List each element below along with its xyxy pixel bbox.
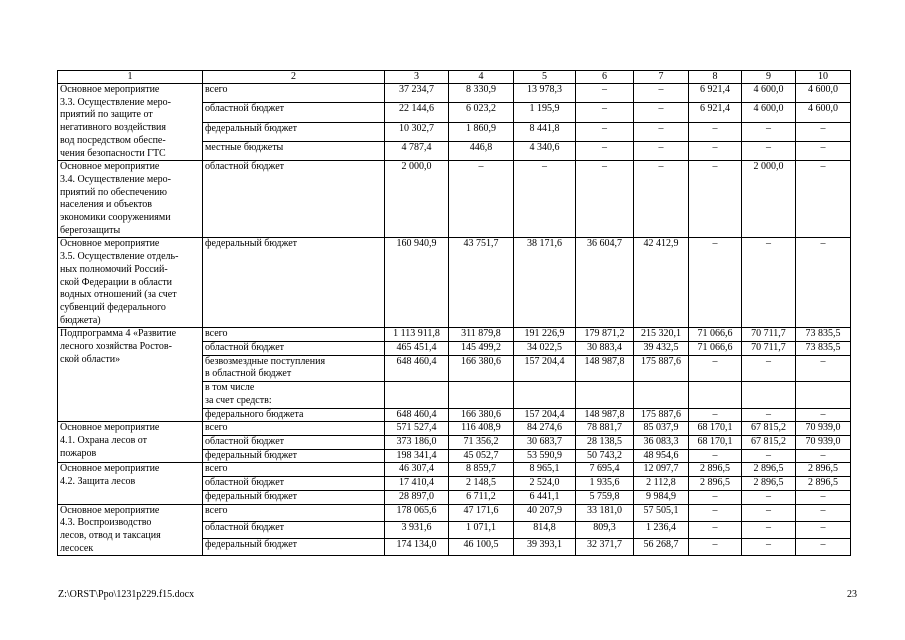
value-cell-col-5: 157 204,4 — [514, 355, 576, 381]
value-cell-col-10: 4 600,0 — [796, 84, 851, 103]
budget-table — [57, 70, 851, 556]
funding-source: федеральный бюджет — [203, 490, 385, 504]
value-cell-col-3: 4 787,4 — [385, 141, 449, 160]
value-cell-col-9: 67 815,2 — [742, 435, 796, 449]
table-row — [58, 328, 851, 342]
value-cell-col-4: 166 380,6 — [449, 408, 514, 422]
value-cell-col-3: 160 940,9 — [385, 238, 449, 328]
program-activity-name-line: лесосек — [60, 542, 94, 554]
value-cell-col-4: 45 052,7 — [449, 449, 514, 463]
program-activity-name-line: лесного хозяйства Ростов- — [60, 341, 172, 353]
value-cell-col-3: 46 307,4 — [385, 463, 449, 477]
funding-source-line: в том числе — [205, 382, 255, 394]
funding-source: федерального бюджета — [203, 408, 385, 422]
value-cell-col-6: 1 935,6 — [576, 477, 634, 491]
value-cell-col-3: 2 000,0 — [385, 161, 449, 238]
value-cell-col-5: 34 022,5 — [514, 342, 576, 356]
program-activity-name-line: пожаров — [60, 447, 97, 459]
value-cell-col-5: 6 441,1 — [514, 490, 576, 504]
value-cell-col-9: 2 896,5 — [742, 463, 796, 477]
value-cell-col-4: 2 148,5 — [449, 477, 514, 491]
value-cell-col-6: 148 987,8 — [576, 408, 634, 422]
table-row — [58, 504, 851, 521]
value-cell-col-10: – — [796, 161, 851, 238]
table-row — [58, 238, 851, 328]
value-cell-col-7: – — [634, 122, 689, 141]
value-cell-col-3: 37 234,7 — [385, 84, 449, 103]
value-cell-col-9: – — [742, 238, 796, 328]
column-header-9: 9 — [742, 71, 796, 84]
value-cell-col-8: – — [689, 449, 742, 463]
table-row — [58, 84, 851, 103]
value-cell-col-3 — [385, 382, 449, 408]
value-cell-col-3: 3 931,6 — [385, 521, 449, 538]
value-cell-col-3: 10 302,7 — [385, 122, 449, 141]
value-cell-col-3: 373 186,0 — [385, 435, 449, 449]
value-cell-col-9: – — [742, 449, 796, 463]
page-number: 23 — [847, 589, 857, 600]
value-cell-col-7: 39 432,5 — [634, 342, 689, 356]
value-cell-col-9: – — [742, 539, 796, 556]
value-cell-col-6: 50 743,2 — [576, 449, 634, 463]
value-cell-col-7: 56 268,7 — [634, 539, 689, 556]
program-activity-name — [58, 161, 203, 238]
value-cell-col-7: 12 097,7 — [634, 463, 689, 477]
value-cell-col-5: 4 340,6 — [514, 141, 576, 160]
value-cell-col-6: 32 371,7 — [576, 539, 634, 556]
value-cell-col-7: – — [634, 103, 689, 122]
value-cell-col-8: 6 921,4 — [689, 103, 742, 122]
value-cell-col-4: – — [449, 161, 514, 238]
table-row — [58, 161, 851, 238]
value-cell-col-10: 4 600,0 — [796, 103, 851, 122]
value-cell-col-8: – — [689, 355, 742, 381]
column-header-1: 1 — [58, 71, 203, 84]
value-cell-col-6: 28 138,5 — [576, 435, 634, 449]
program-activity-name-line: водных отношений (за счет — [60, 289, 177, 301]
value-cell-col-4: 43 751,7 — [449, 238, 514, 328]
value-cell-col-7: 1 236,4 — [634, 521, 689, 538]
program-activity-name-line: населения и объектов — [60, 199, 153, 211]
funding-source — [203, 355, 385, 381]
value-cell-col-3: 28 897,0 — [385, 490, 449, 504]
value-cell-col-9: 4 600,0 — [742, 84, 796, 103]
value-cell-col-3: 198 341,4 — [385, 449, 449, 463]
value-cell-col-3: 174 134,0 — [385, 539, 449, 556]
value-cell-col-6: 7 695,4 — [576, 463, 634, 477]
value-cell-col-3: 1 113 911,8 — [385, 328, 449, 342]
value-cell-col-9: – — [742, 141, 796, 160]
program-activity-name-line: лесов, отвод и таксация — [60, 529, 161, 541]
value-cell-col-5: 814,8 — [514, 521, 576, 538]
value-cell-col-4: 46 100,5 — [449, 539, 514, 556]
value-cell-col-5: 53 590,9 — [514, 449, 576, 463]
value-cell-col-3: 465 451,4 — [385, 342, 449, 356]
value-cell-col-9 — [742, 382, 796, 408]
value-cell-col-8: – — [689, 539, 742, 556]
value-cell-col-5: 40 207,9 — [514, 504, 576, 521]
value-cell-col-7: 175 887,6 — [634, 408, 689, 422]
value-cell-col-8: 68 170,1 — [689, 435, 742, 449]
value-cell-col-7: 9 984,9 — [634, 490, 689, 504]
value-cell-col-10: – — [796, 238, 851, 328]
column-header-3: 3 — [385, 71, 449, 84]
program-activity-name-line: Основное мероприятие — [60, 161, 160, 173]
value-cell-col-10: – — [796, 449, 851, 463]
program-activity-name — [58, 504, 203, 556]
value-cell-col-7: – — [634, 84, 689, 103]
value-cell-col-5: 84 274,6 — [514, 422, 576, 436]
program-activity-name-line: берегозащиты — [60, 224, 121, 236]
value-cell-col-6: – — [576, 141, 634, 160]
value-cell-col-4: 8 330,9 — [449, 84, 514, 103]
value-cell-col-9: 70 711,7 — [742, 342, 796, 356]
value-cell-col-4: 166 380,6 — [449, 355, 514, 381]
program-activity-name-line: 3.5. Осуществление отдель- — [60, 251, 179, 263]
table-body — [58, 84, 851, 556]
value-cell-col-9: – — [742, 504, 796, 521]
footer-file-path: Z:\ORST\Ppo\1231p229.f15.docx — [58, 589, 195, 600]
header-row — [58, 71, 851, 84]
value-cell-col-9: – — [742, 355, 796, 381]
program-activity-name-line: вод посредством обеспе- — [60, 134, 166, 146]
value-cell-col-9: – — [742, 490, 796, 504]
value-cell-col-9: – — [742, 408, 796, 422]
funding-source: всего — [203, 463, 385, 477]
value-cell-col-10 — [796, 382, 851, 408]
value-cell-col-4: 145 499,2 — [449, 342, 514, 356]
value-cell-col-9: 2 000,0 — [742, 161, 796, 238]
value-cell-col-4 — [449, 382, 514, 408]
value-cell-col-9: 67 815,2 — [742, 422, 796, 436]
value-cell-col-6 — [576, 382, 634, 408]
value-cell-col-5: 1 195,9 — [514, 103, 576, 122]
program-activity-name-line: приятий по защите от — [60, 109, 153, 121]
value-cell-col-6: – — [576, 161, 634, 238]
value-cell-col-8 — [689, 382, 742, 408]
value-cell-col-8: – — [689, 490, 742, 504]
value-cell-col-10: – — [796, 504, 851, 521]
value-cell-col-3: 17 410,4 — [385, 477, 449, 491]
program-activity-name-line: Основное мероприятие — [60, 238, 160, 250]
value-cell-col-5: 13 978,3 — [514, 84, 576, 103]
program-activity-name-line: экономики сооружениями — [60, 212, 171, 224]
value-cell-col-5: 30 683,7 — [514, 435, 576, 449]
program-activity-name-line: 4.1. Охрана лесов от — [60, 434, 148, 446]
column-header-6: 6 — [576, 71, 634, 84]
funding-source: областной бюджет — [203, 342, 385, 356]
value-cell-col-6: 179 871,2 — [576, 328, 634, 342]
value-cell-col-6: 148 987,8 — [576, 355, 634, 381]
funding-source-line: в областной бюджет — [205, 368, 292, 380]
value-cell-col-6: – — [576, 122, 634, 141]
value-cell-col-7: 215 320,1 — [634, 328, 689, 342]
value-cell-col-7: 48 954,6 — [634, 449, 689, 463]
value-cell-col-7: 42 412,9 — [634, 238, 689, 328]
value-cell-col-6: 36 604,7 — [576, 238, 634, 328]
value-cell-col-7: 36 083,3 — [634, 435, 689, 449]
value-cell-col-8: – — [689, 238, 742, 328]
value-cell-col-5: 8 965,1 — [514, 463, 576, 477]
funding-source: областной бюджет — [203, 103, 385, 122]
program-activity-name-line: Основное мероприятие — [60, 463, 160, 475]
value-cell-col-10: 70 939,0 — [796, 435, 851, 449]
program-activity-name-line: Подпрограмма 4 «Развитие — [60, 328, 177, 340]
value-cell-col-8: 68 170,1 — [689, 422, 742, 436]
funding-source-line: безвозмездные поступления — [205, 355, 326, 367]
funding-source: всего — [203, 504, 385, 521]
funding-source — [203, 382, 385, 408]
value-cell-col-6: 33 181,0 — [576, 504, 634, 521]
funding-source: федеральный бюджет — [203, 449, 385, 463]
funding-source: всего — [203, 422, 385, 436]
funding-source: областной бюджет — [203, 477, 385, 491]
value-cell-col-10: – — [796, 521, 851, 538]
value-cell-col-3: 571 527,4 — [385, 422, 449, 436]
value-cell-col-5 — [514, 382, 576, 408]
funding-source: областной бюджет — [203, 435, 385, 449]
value-cell-col-5: – — [514, 161, 576, 238]
table-row — [58, 422, 851, 436]
program-activity-name-line: 3.4. Осуществление меро- — [60, 173, 171, 185]
value-cell-col-8: 71 066,6 — [689, 328, 742, 342]
funding-source-line: за счет средств: — [205, 394, 272, 406]
value-cell-col-5: 8 441,8 — [514, 122, 576, 141]
program-activity-name-line: субвенций федерального — [60, 301, 166, 313]
column-header-10: 10 — [796, 71, 851, 84]
table-row — [58, 463, 851, 477]
program-activity-name-line: чения безопасности ГТС — [60, 147, 166, 159]
value-cell-col-10: – — [796, 490, 851, 504]
value-cell-col-4: 71 356,2 — [449, 435, 514, 449]
program-activity-name — [58, 84, 203, 161]
value-cell-col-7: 57 505,1 — [634, 504, 689, 521]
value-cell-col-8: – — [689, 521, 742, 538]
value-cell-col-4: 6 711,2 — [449, 490, 514, 504]
value-cell-col-5: 38 171,6 — [514, 238, 576, 328]
value-cell-col-9: 70 711,7 — [742, 328, 796, 342]
value-cell-col-9: – — [742, 521, 796, 538]
program-activity-name — [58, 422, 203, 463]
value-cell-col-8: – — [689, 408, 742, 422]
value-cell-col-9: 2 896,5 — [742, 477, 796, 491]
program-activity-name-line: негативного воздействия — [60, 122, 167, 134]
program-activity-name-line: ской Федерации в области — [60, 276, 173, 288]
value-cell-col-10: 2 896,5 — [796, 477, 851, 491]
program-activity-name-line: ных полномочий Россий- — [60, 263, 168, 275]
funding-source: федеральный бюджет — [203, 238, 385, 328]
value-cell-col-8: – — [689, 161, 742, 238]
column-header-2: 2 — [203, 71, 385, 84]
column-header-4: 4 — [449, 71, 514, 84]
value-cell-col-6: 30 883,4 — [576, 342, 634, 356]
value-cell-col-8: 2 896,5 — [689, 477, 742, 491]
value-cell-col-5: 157 204,4 — [514, 408, 576, 422]
value-cell-col-10: 70 939,0 — [796, 422, 851, 436]
value-cell-col-10: 73 835,5 — [796, 342, 851, 356]
value-cell-col-4: 6 023,2 — [449, 103, 514, 122]
value-cell-col-3: 648 460,4 — [385, 355, 449, 381]
column-header-7: 7 — [634, 71, 689, 84]
value-cell-col-5: 191 226,9 — [514, 328, 576, 342]
program-activity-name-line: Основное мероприятие — [60, 504, 160, 516]
value-cell-col-9: 4 600,0 — [742, 103, 796, 122]
value-cell-col-7: – — [634, 161, 689, 238]
funding-source: всего — [203, 84, 385, 103]
column-header-8: 8 — [689, 71, 742, 84]
program-activity-name-line: бюджета) — [60, 314, 101, 326]
value-cell-col-8: – — [689, 141, 742, 160]
value-cell-col-6: 78 881,7 — [576, 422, 634, 436]
value-cell-col-5: 39 393,1 — [514, 539, 576, 556]
value-cell-col-3: 648 460,4 — [385, 408, 449, 422]
value-cell-col-4: 1 860,9 — [449, 122, 514, 141]
value-cell-col-4: 116 408,9 — [449, 422, 514, 436]
program-activity-name-line: Основное мероприятие — [60, 422, 160, 434]
funding-source: федеральный бюджет — [203, 539, 385, 556]
value-cell-col-4: 1 071,1 — [449, 521, 514, 538]
value-cell-col-7: 85 037,9 — [634, 422, 689, 436]
value-cell-col-4: 8 859,7 — [449, 463, 514, 477]
value-cell-col-8: – — [689, 504, 742, 521]
value-cell-col-10: 2 896,5 — [796, 463, 851, 477]
value-cell-col-9: – — [742, 122, 796, 141]
column-header-5: 5 — [514, 71, 576, 84]
value-cell-col-6: – — [576, 103, 634, 122]
value-cell-col-8: 71 066,6 — [689, 342, 742, 356]
value-cell-col-5: 2 524,0 — [514, 477, 576, 491]
value-cell-col-3: 178 065,6 — [385, 504, 449, 521]
program-activity-name-line: 3.3. Осуществление меро- — [60, 96, 171, 108]
value-cell-col-7: – — [634, 141, 689, 160]
value-cell-col-7 — [634, 382, 689, 408]
value-cell-col-7: 2 112,8 — [634, 477, 689, 491]
program-activity-name — [58, 463, 203, 504]
value-cell-col-10: – — [796, 355, 851, 381]
value-cell-col-4: 311 879,8 — [449, 328, 514, 342]
program-activity-name — [58, 328, 203, 422]
value-cell-col-8: 2 896,5 — [689, 463, 742, 477]
value-cell-col-10: – — [796, 539, 851, 556]
funding-source: областной бюджет — [203, 161, 385, 238]
program-activity-name-line: приятий по обеспечению — [60, 186, 167, 198]
funding-source: местные бюджеты — [203, 141, 385, 160]
funding-source: федеральный бюджет — [203, 122, 385, 141]
value-cell-col-10: – — [796, 141, 851, 160]
value-cell-col-10: – — [796, 122, 851, 141]
value-cell-col-8: – — [689, 122, 742, 141]
program-activity-name-line: 4.2. Защита лесов — [60, 476, 136, 488]
value-cell-col-8: 6 921,4 — [689, 84, 742, 103]
value-cell-col-10: – — [796, 408, 851, 422]
funding-source: всего — [203, 328, 385, 342]
program-activity-name-line: 4.3. Воспроизводство — [60, 517, 152, 529]
value-cell-col-7: 175 887,6 — [634, 355, 689, 381]
value-cell-col-3: 22 144,6 — [385, 103, 449, 122]
value-cell-col-4: 47 171,6 — [449, 504, 514, 521]
value-cell-col-6: 5 759,8 — [576, 490, 634, 504]
value-cell-col-4: 446,8 — [449, 141, 514, 160]
value-cell-col-10: 73 835,5 — [796, 328, 851, 342]
value-cell-col-6: 809,3 — [576, 521, 634, 538]
value-cell-col-6: – — [576, 84, 634, 103]
program-activity-name-line: Основное мероприятие — [60, 84, 160, 95]
program-activity-name — [58, 238, 203, 328]
program-activity-name-line: ской области» — [60, 353, 121, 365]
funding-source: областной бюджет — [203, 521, 385, 538]
